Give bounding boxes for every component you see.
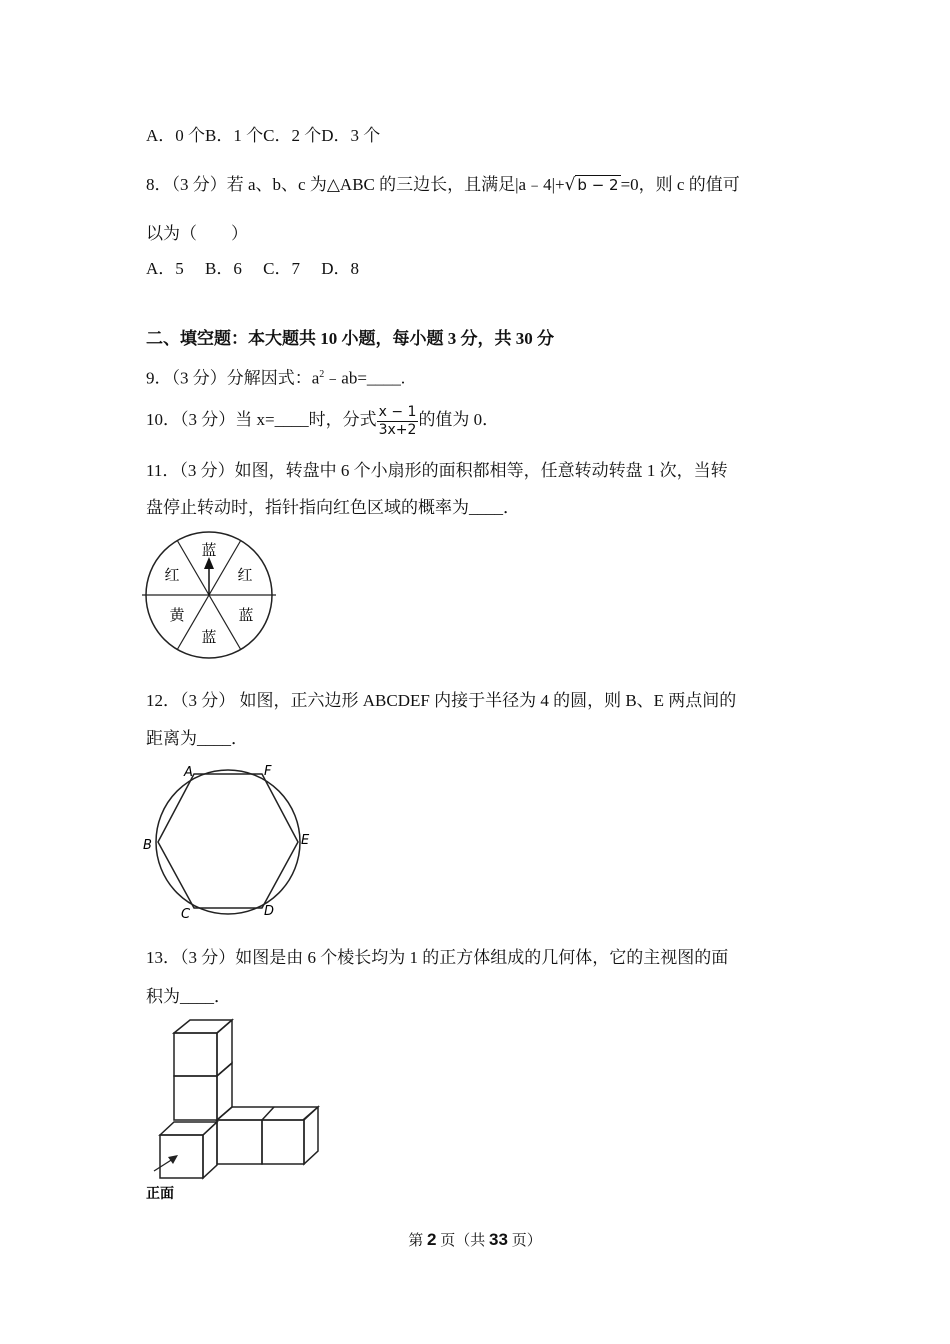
footer-mid: 页（共: [436, 1233, 490, 1249]
footer-post: 页）: [507, 1233, 542, 1249]
footer-pre: 第: [408, 1233, 428, 1249]
cube-column-middle-side: [217, 1063, 232, 1120]
q8-stem-line2: 以为（ ）: [146, 224, 248, 243]
q8-stem-after: =0，则 c 的值可: [620, 175, 740, 194]
q8-number: 8．: [146, 175, 172, 194]
q9-stem: [146, 363, 405, 391]
q9-prefix: 9．（3 分）分解因式：a: [146, 368, 320, 388]
page-footer: [0, 1230, 950, 1251]
sector-lower-right-label: 蓝: [238, 606, 254, 624]
vertex-label-d: D: [264, 904, 275, 919]
q10-denominator: 3x+2: [378, 421, 417, 438]
footer-total-pages: 33: [489, 1230, 508, 1249]
vertex-label-f: F: [264, 764, 272, 779]
q8-stem-before: （3 分）若 a、b、c 为△ABC 的三边长，且满足|a﹣4|+: [171, 175, 565, 194]
cube-column-middle-front: [174, 1076, 217, 1120]
sqrt-radical-icon: √: [564, 175, 576, 195]
sector-upper-right-label: 红: [237, 566, 253, 584]
q7-options: A．0 个B．1 个C．2 个D．3 个: [146, 126, 381, 145]
q13-line1: 13．（3 分）如图是由 6 个棱长均为 1 的正方体组成的几何体，它的主视图的面: [146, 948, 729, 967]
cube-row-right-side: [304, 1107, 318, 1164]
q8-stem: [146, 173, 740, 197]
q10-suffix: 的值为 0．: [418, 410, 500, 429]
q11-line1: 11．（3 分）如图，转盘中 6 个小扇形的面积都相等，任意转动转盘 1 次，当转: [146, 461, 728, 480]
regular-hexagon: [158, 774, 298, 908]
cube-front-top: [160, 1122, 217, 1135]
cube-row-right-front: [262, 1120, 304, 1164]
hexagon-figure: [140, 762, 320, 922]
vertex-label-c: C: [181, 907, 191, 922]
q12-line1: 12．（3 分） 如图，正六边形 ABCDEF 内接于半径为 4 的圆，则 B、E 两点间的: [146, 691, 737, 710]
q12-line2: 距离为____．: [146, 729, 248, 748]
cube-row-left-front: [217, 1120, 262, 1164]
vertex-label-e: E: [301, 833, 310, 848]
cube-row-top-divider: [262, 1107, 274, 1120]
q10-fraction: [377, 404, 419, 439]
sector-top-label: 蓝: [201, 541, 217, 559]
cube-column-top-side: [217, 1020, 232, 1076]
footer-page-number: 2: [427, 1230, 437, 1249]
vertex-label-b: B: [143, 838, 152, 853]
circumscribed-circle: [156, 770, 300, 914]
cube-front-front: [160, 1135, 203, 1178]
q10-prefix: 10．（3 分）当 x=____时，分式: [146, 410, 377, 429]
q10-numerator: x − 1: [377, 404, 419, 422]
q11-line2: 盘停止转动时，指针指向红色区域的概率为____．: [146, 498, 520, 517]
spinner-figure: [140, 528, 282, 663]
cube-front-side: [203, 1122, 217, 1178]
sector-upper-left-label: 红: [164, 566, 180, 584]
q13-line2: 积为____．: [146, 987, 231, 1006]
q8-sqrt-content: b − 2: [577, 176, 619, 194]
section-title: 二、填空题：本大题共 10 小题，每小题 3 分，共 30 分: [146, 329, 554, 348]
cubes-figure: [144, 1016, 324, 1206]
sector-lower-left-label: 黄: [169, 606, 185, 624]
vertex-label-a: A: [184, 765, 193, 780]
front-face-label: 正面: [146, 1186, 174, 1202]
front-direction-arrow-icon: [168, 1155, 178, 1164]
q9-exponent: 2: [319, 369, 325, 380]
q9-suffix: ﹣ab=____.: [324, 368, 406, 388]
q10-stem: [146, 402, 499, 439]
q8-options: A．5 B．6 C．7 D．8: [146, 259, 359, 278]
cube-column-top-front: [174, 1033, 217, 1076]
cube-column-top-top: [174, 1020, 232, 1033]
sector-bottom-label: 蓝: [201, 628, 217, 646]
